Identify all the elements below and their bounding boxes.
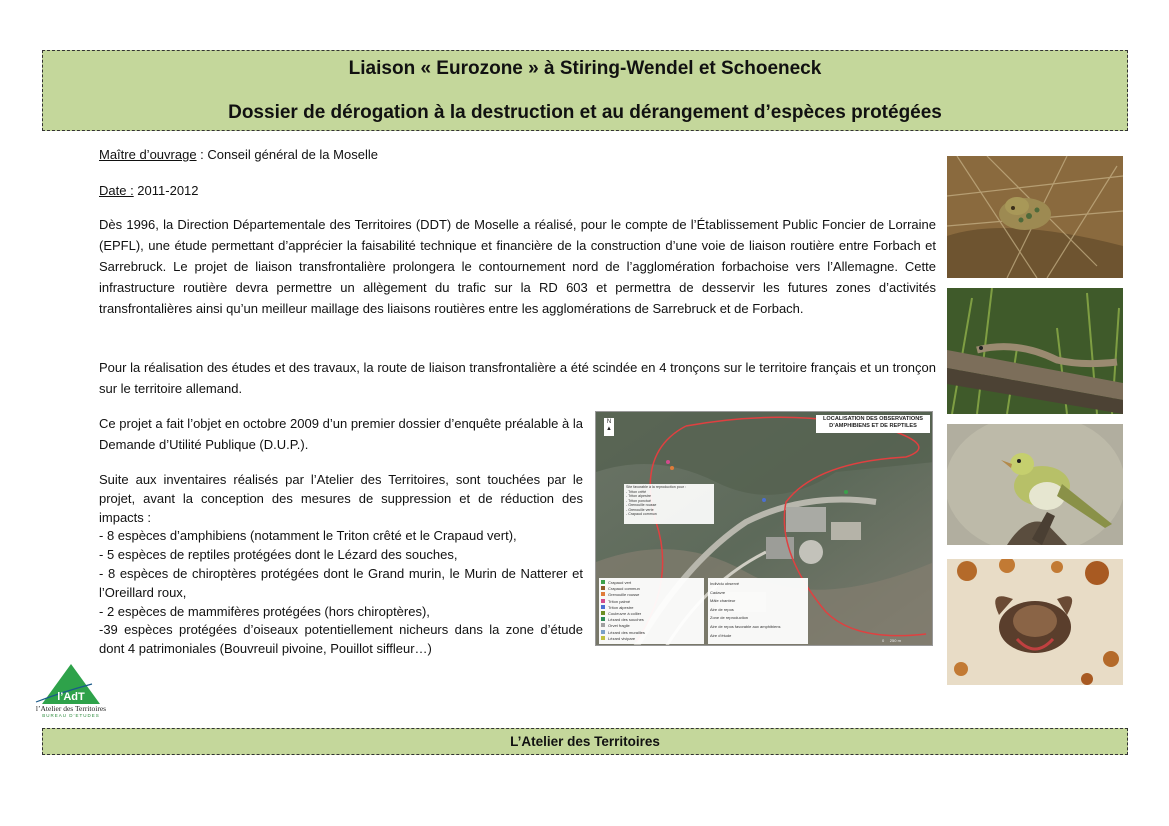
- map-scale: 0 250 m: [882, 638, 901, 643]
- logo-name: l’Atelier des Territoires: [35, 704, 107, 713]
- legend-entry: Crapaud vert: [601, 580, 701, 586]
- north-arrow-icon: N ▲: [606, 419, 612, 432]
- impacts-intro: Suite aux inventaires réalisés par l’Atelier des Territoires, sont touchées par le projet, avant la conception des mesures de suppression et de réduction des impacts :: [99, 472, 583, 525]
- owner-line: [99, 144, 599, 165]
- legend-entry: Crapaud commun: [601, 586, 701, 592]
- paragraph-sections: Pour la réalisation des études et des travaux, la route de liaison transfrontalière a été scindée en 4 tronçons sur le territoire français et un tronçon sur le territoire allemand.: [99, 360, 936, 396]
- legend-entry: Grenouille rousse: [601, 592, 701, 598]
- photo-green-toad: [947, 156, 1123, 278]
- document-subtitle: Dossier de dérogation à la destruction et au dérangement d’espèces protégées: [228, 102, 942, 123]
- owner-value: Conseil général de la Moselle: [207, 147, 378, 162]
- logo-subtitle: BUREAU D’ETUDES: [42, 713, 100, 718]
- impact-item: - 8 espèces de chiroptères protégées dont le Grand murin, le Murin de Natterer et l’Oreillard roux,: [99, 565, 583, 600]
- map-legend-species: [601, 580, 701, 642]
- impact-item: - 2 espèces de mammifères protégées (hors chiroptères),: [99, 603, 430, 619]
- footer-banner: [42, 728, 1128, 755]
- photo-lizard: [947, 288, 1123, 414]
- paragraph-dup: Ce projet a fait l’objet en octobre 2009 d’un premier dossier d’enquête préalable à la Demande d’Utilité Publique (D.U.P.).: [99, 416, 583, 452]
- footer-text: L’Atelier des Territoires: [510, 734, 660, 749]
- owner-sep: :: [196, 147, 208, 162]
- date-line: [99, 180, 599, 201]
- paragraph-impacts: [99, 471, 583, 659]
- document-title: Liaison « Eurozone » à Stiring-Wendel et Schoeneck: [348, 58, 822, 79]
- date-label: Date :: [99, 183, 134, 198]
- photo-bat: [947, 559, 1123, 685]
- legend-entry: Orvet fragile: [601, 623, 701, 629]
- observation-map: [595, 411, 933, 646]
- owner-label: Maître d’ouvrage: [99, 147, 197, 162]
- photo-warbler-bird: [947, 424, 1123, 545]
- legend-entry: Lézard des murailles: [601, 630, 701, 636]
- paragraph-context: Dès 1996, la Direction Départementale des Territoires (DDT) de Moselle a réalisé, pour le compte de l’Établissement Public Foncier de Lorraine (EPFL), une étude permettant d’apprécier la faisabilité technique et financière de la construction d’une voie de liaison routière entre Forbach et Sarrebruck. Le projet de liaison transfrontalière prolongera le contournement nord de l’agglomération forbachoise vers l’Allemagne. Cette infrastructure routière devra permettre un allègement du trafic sur la RD 603 et permettra de desservir les futures zones d’activités transfrontalières ainsi qu’un meilleur maillage des liaisons routières entre les agglomérations de Sarrebruck et de Forbach.: [99, 217, 936, 316]
- svg-text:l’AdT: l’AdT: [57, 691, 85, 703]
- impact-item: - 8 espèces d’amphibiens (notamment le Triton crêté et le Crapaud vert),: [99, 528, 517, 544]
- map-legend-symbols: Individu observé Cadavre Mâle chanteur Aire de repos Zone de reproduction Aire de repos favorable aux amphibiens Aire d’étude: [710, 581, 781, 638]
- map-title: LOCALISATION DES OBSERVATIONS D’AMPHIBIENS ET DE REPTILES: [823, 416, 923, 429]
- legend-entry: Triton alpestre: [601, 605, 701, 611]
- legend-entry: Lézard des souches: [601, 617, 701, 623]
- impact-item: -39 espèces protégées d’oiseaux potentiellement nicheurs dans la zone d’étude dont 4 patrimoniales (Bouvreuil pivoine, Pouillot siffleur…): [99, 622, 583, 657]
- legend-entry: Lézard vivipare: [601, 636, 701, 642]
- header-banner: [42, 50, 1128, 131]
- legend-entry: Triton palmé: [601, 599, 701, 605]
- logo-triangle-icon: [32, 662, 110, 706]
- legend-entry: Couleuvre à collier: [601, 611, 701, 617]
- impact-item: - 5 espèces de reptiles protégées dont le Lézard des souches,: [99, 547, 458, 563]
- map-zone-note: Site favorable à la reproduction pour : - Triton crêté - Triton alpestre - Triton ponctué - Grenouille rousse - Grenouille verte - Crapaud commun: [626, 485, 686, 516]
- date-value: 2011-2012: [133, 183, 199, 198]
